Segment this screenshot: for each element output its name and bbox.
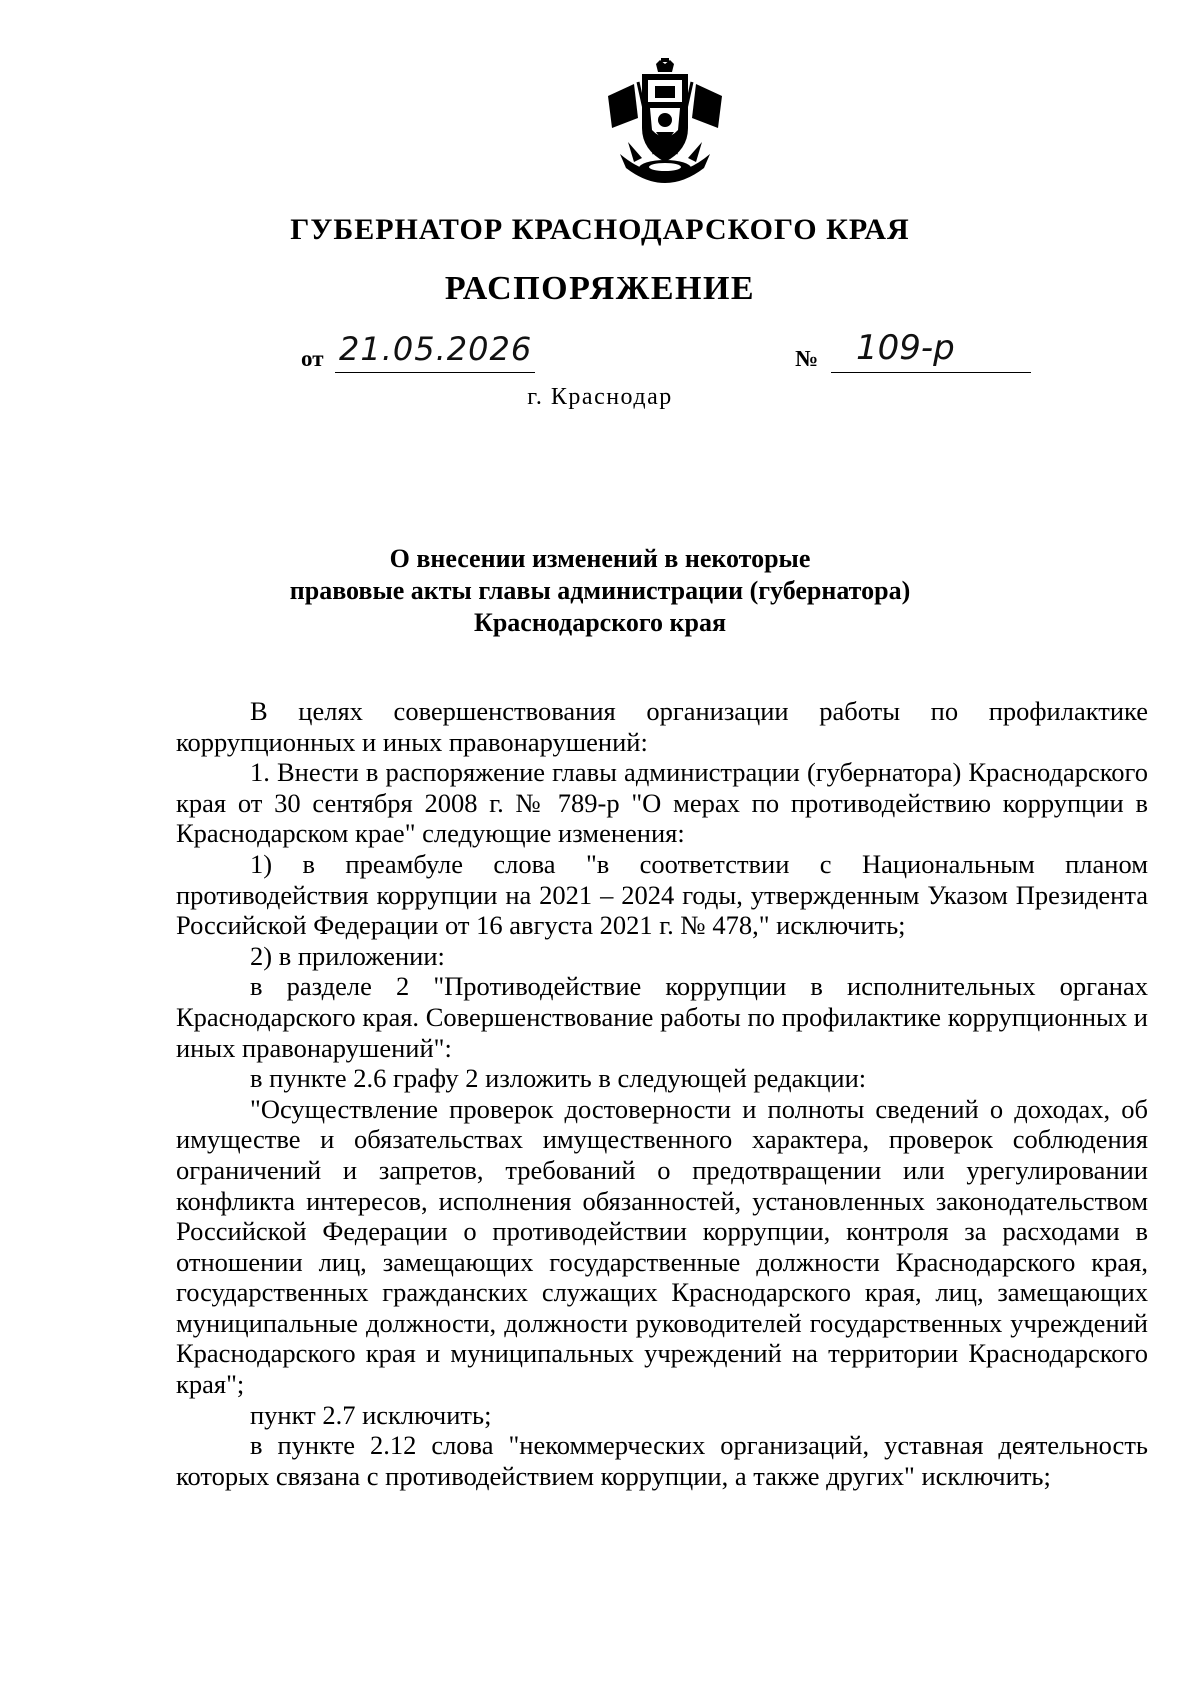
date-underline — [335, 372, 535, 373]
date-prefix: от — [301, 346, 324, 371]
issuing-authority: ГУБЕРНАТОР КРАСНОДАРСКОГО КРАЯ — [290, 213, 910, 246]
document-type: РАСПОРЯЖЕНИЕ — [444, 270, 756, 307]
body-paragraph: пункт 2.7 исключить; — [250, 1399, 492, 1430]
body-paragraph: В целях совершенствования организации работы по профилактике коррупционных и иных правонарушений: — [176, 696, 1148, 757]
body-paragraph: 2) в приложении: — [250, 940, 445, 971]
document-body — [176, 696, 1148, 1491]
body-paragraph: в пункте 2.12 слова "некоммерческих организаций, уставная деятельность которых связана с противодействием коррупции, а также других" исключить; — [176, 1430, 1148, 1491]
title-line: О внесении изменений в некоторые — [389, 544, 811, 573]
document-number: 109-р — [856, 328, 955, 368]
body-paragraph: в пункте 2.6 графу 2 изложить в следующей редакции: — [250, 1063, 867, 1094]
coat-of-arms-icon — [598, 58, 732, 188]
body-paragraph: "Осуществление проверок достоверности и полноты сведений о доходах, об имуществе и обязательствах имущественного характера, проверок соблюдения ограничений и запретов, требований о предотвращении или урегулировании конфликта интересов, исполнения обязанностей, установленных законодательством Российской Федерации о противодействии коррупции, контроля за расходами в отношении лиц, замещающих государственные должности Краснодарского края, государственных гражданских служащих Краснодарского края, лиц, замещающих муниципальные должности, должности руководителей государственных учреждений Краснодарского края и муниципальных учреждений на территории Краснодарского края"; — [176, 1093, 1148, 1400]
title-line: правовые акты главы администрации (губернатора) — [289, 576, 911, 605]
title-line: Краснодарского края — [473, 608, 727, 637]
document-title — [0, 543, 1200, 639]
number-underline — [831, 372, 1031, 373]
number-prefix: № — [795, 346, 819, 371]
body-paragraph: 1) в преамбуле слова "в соответствии с Национальным планом противодействия коррупции на 2021 – 2024 годы, утвержденным Указом Президента Российской Федерации от 16 августа 2021 г. № 478," исключить; — [176, 848, 1148, 941]
document-date: 21.05.2026 — [339, 330, 533, 368]
city: г. Краснодар — [527, 384, 673, 410]
date-number-row — [301, 330, 1041, 380]
body-paragraph: 1. Внести в распоряжение главы администрации (губернатора) Краснодарского края от 30 сентября 2008 г. № 789-р "О мерах по противодействию коррупции в Краснодарском крае" следующие изменения: — [176, 757, 1148, 849]
body-paragraph: в разделе 2 "Противодействие коррупции в исполнительных органах Краснодарского края. Совершенствование работы по профилактике коррупционных и иных правонарушений": — [176, 971, 1148, 1063]
